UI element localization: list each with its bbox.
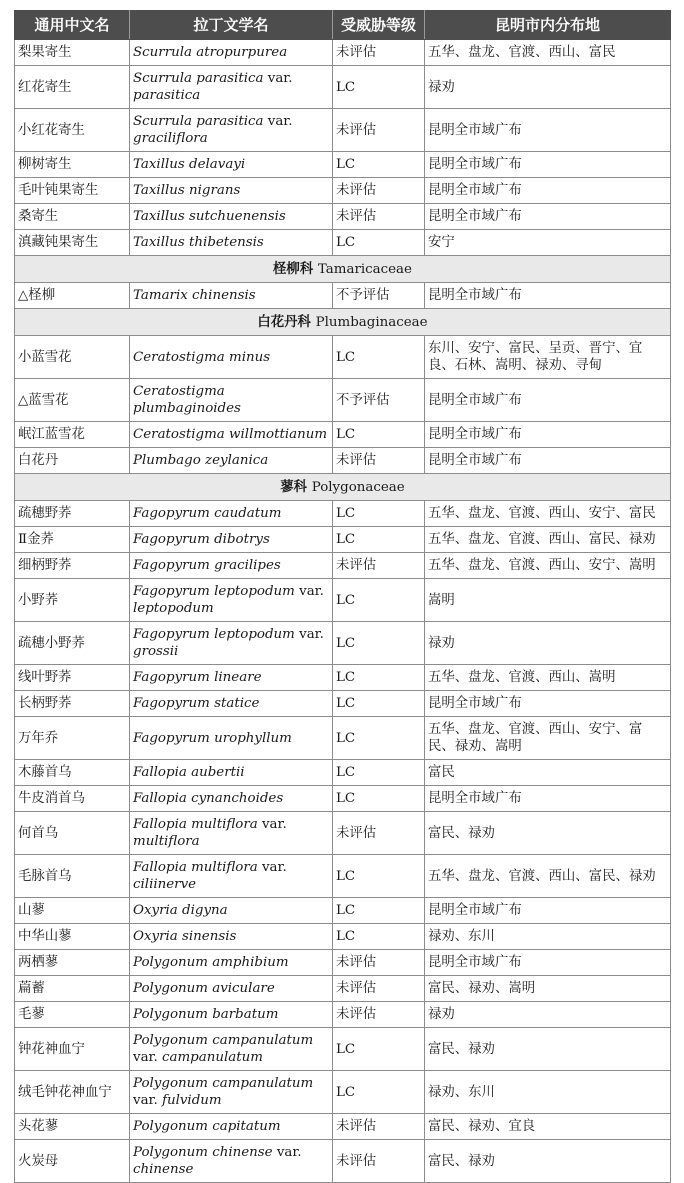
threat-level-cell: 不予评估 [333,283,425,309]
chinese-name-cell: 绒毛钟花神血宁 [15,1071,130,1114]
table-row [15,924,671,950]
table-row [15,553,671,579]
distribution-cell: 五华、盘龙、官渡、西山、安宁、富民、禄劝、嵩明 [425,717,671,760]
latin-name-part: Fallopia cynanchoides [133,791,284,806]
latin-name-cell [130,40,333,66]
latin-name-cell [130,283,333,309]
latin-name-part: Polygonum chinense [133,1145,273,1160]
distribution-cell: 安宁 [425,230,671,256]
latin-name-cell [130,501,333,527]
threat-level-cell: 未评估 [333,812,425,855]
chinese-name-cell: 万年乔 [15,717,130,760]
chinese-name-cell: 岷江蓝雪花 [15,422,130,448]
distribution-cell: 富民、禄劝 [425,812,671,855]
latin-name-cell [130,760,333,786]
family-header-row [15,309,671,336]
threat-level-cell: LC [333,66,425,109]
threat-level-cell: LC [333,1028,425,1071]
latin-name-part: chinense [133,1162,194,1177]
table-body [15,40,671,1183]
chinese-name-cell: 白花丹 [15,448,130,474]
family-name-cell [15,256,671,283]
family-name-cell [15,309,671,336]
distribution-cell: 五华、盘龙、官渡、西山、富民、禄劝 [425,527,671,553]
latin-name-cell [130,178,333,204]
latin-name-part: parasitica [133,88,201,103]
threat-level-cell: LC [333,422,425,448]
latin-name-part: Fagopyrum caudatum [133,506,282,521]
latin-name-part: Fallopia multiflora [133,817,258,832]
latin-name-part: Oxyria digyna [133,903,228,918]
threat-level-cell: LC [333,760,425,786]
table-row [15,40,671,66]
latin-name-part: Ceratostigma minus [133,349,271,365]
latin-name-cell [130,579,333,622]
chinese-name-cell: △蓝雪花 [15,379,130,422]
table-row [15,622,671,665]
latin-name-part: Fagopyrum lineare [133,670,262,685]
latin-name-part: Taxillus thibetensis [133,235,264,250]
chinese-name-cell: 火炭母 [15,1140,130,1183]
chinese-name-cell: 钟花神血宁 [15,1028,130,1071]
latin-name-cell [130,152,333,178]
threat-level-cell: LC [333,786,425,812]
chinese-name-cell: 柳树寄生 [15,152,130,178]
table-row [15,204,671,230]
rank-marker: var. [263,114,293,129]
distribution-cell: 昆明全市域广布 [425,283,671,309]
latin-name-cell [130,717,333,760]
column-header-latin-name: 拉丁文学名 [130,11,333,40]
rank-marker: var. [257,817,287,832]
threat-level-cell: LC [333,152,425,178]
rank-marker: var. [294,584,324,599]
latin-name-cell [130,691,333,717]
latin-name-cell [130,924,333,950]
chinese-name-cell: 毛叶钝果寄生 [15,178,130,204]
table-row [15,379,671,422]
latin-name-cell [130,336,333,379]
threat-level-cell: 未评估 [333,1114,425,1140]
latin-name-part: Plumbago zeylanica [133,453,269,468]
threat-level-cell: LC [333,717,425,760]
threat-level-cell: 未评估 [333,40,425,66]
threat-level-cell: LC [333,230,425,256]
threat-level-cell: LC [333,1071,425,1114]
family-name-latin: Plumbaginaceae [315,314,428,330]
latin-name-cell [130,204,333,230]
distribution-cell: 昆明全市域广布 [425,691,671,717]
table-row [15,336,671,379]
latin-name-cell [130,422,333,448]
column-header-chinese-name: 通用中文名 [15,11,130,40]
threat-level-cell: 未评估 [333,950,425,976]
distribution-cell: 昆明全市域广布 [425,786,671,812]
latin-name-part: ciliinerve [133,877,197,892]
chinese-name-cell: 中华山蓼 [15,924,130,950]
table-row [15,665,671,691]
table-row [15,760,671,786]
threat-level-cell: 未评估 [333,553,425,579]
threat-level-cell: LC [333,622,425,665]
latin-name-cell [130,448,333,474]
latin-name-part: Fallopia multiflora [133,860,258,875]
distribution-cell: 昆明全市域广布 [425,448,671,474]
table-row [15,109,671,152]
distribution-cell: 昆明全市域广布 [425,379,671,422]
distribution-cell: 嵩明 [425,579,671,622]
chinese-name-cell: 毛脉首乌 [15,855,130,898]
table-row [15,152,671,178]
distribution-cell: 五华、盘龙、官渡、西山、嵩明 [425,665,671,691]
latin-name-part: Fallopia aubertii [133,765,245,780]
distribution-cell: 禄劝 [425,622,671,665]
distribution-cell: 五华、盘龙、官渡、西山、富民、禄劝 [425,855,671,898]
family-name-chinese: 蓼科 [280,478,308,495]
threat-level-cell: LC [333,501,425,527]
latin-name-part: Taxillus sutchuenensis [133,209,286,224]
latin-name-part: Fagopyrum leptopodum [133,584,295,599]
chinese-name-cell: 山蓼 [15,898,130,924]
distribution-cell: 富民 [425,760,671,786]
family-header-row [15,256,671,283]
chinese-name-cell: 小红花寄生 [15,109,130,152]
threat-level-cell: 未评估 [333,204,425,230]
latin-name-part: Polygonum barbatum [133,1007,279,1022]
table-row [15,691,671,717]
latin-name-cell [130,622,333,665]
distribution-cell: 昆明全市域广布 [425,109,671,152]
table-row [15,976,671,1002]
latin-name-part: leptopodum [133,601,214,616]
latin-name-part: Polygonum amphibium [133,955,289,970]
latin-name-cell [130,1114,333,1140]
family-name-chinese: 柽柳科 [273,260,314,277]
latin-name-cell [130,812,333,855]
table-row [15,1140,671,1183]
latin-name-cell [130,109,333,152]
rank-marker: var. [294,627,324,642]
table-row [15,448,671,474]
latin-name-cell [130,527,333,553]
rank-marker: var. [133,1050,162,1065]
table-row [15,579,671,622]
table-row [15,1071,671,1114]
latin-name-part: fulvidum [162,1093,222,1108]
species-table [14,10,671,1183]
latin-name-cell [130,66,333,109]
latin-name-part: Fagopyrum urophyllum [133,730,292,746]
latin-name-part: Polygonum campanulatum [133,1033,314,1048]
distribution-cell: 东川、安宁、富民、呈贡、晋宁、宜良、石林、嵩明、禄劝、寻甸 [425,336,671,379]
threat-level-cell: LC [333,691,425,717]
latin-name-part: Polygonum capitatum [133,1119,281,1134]
chinese-name-cell: 滇藏钝果寄生 [15,230,130,256]
threat-level-cell: 未评估 [333,1140,425,1183]
distribution-cell: 五华、盘龙、官渡、西山、富民 [425,40,671,66]
rank-marker: var. [257,860,287,875]
chinese-name-cell: 两栖蓼 [15,950,130,976]
table-row [15,178,671,204]
family-name-chinese: 白花丹科 [257,313,311,330]
table-row [15,283,671,309]
chinese-name-cell: 木藤首乌 [15,760,130,786]
latin-name-part: Ceratostigma plumbaginoides [133,384,241,416]
latin-name-part: multiflora [133,834,200,849]
table-row [15,527,671,553]
family-name-cell [15,474,671,501]
rank-marker: var. [263,71,293,86]
latin-name-part: Oxyria sinensis [133,929,237,944]
latin-name-part: Scurrula parasitica [133,114,264,129]
latin-name-cell [130,976,333,1002]
distribution-cell: 禄劝、东川 [425,924,671,950]
latin-name-cell [130,1071,333,1114]
distribution-cell: 昆明全市域广布 [425,152,671,178]
threat-level-cell: 未评估 [333,1002,425,1028]
threat-level-cell: 未评估 [333,109,425,152]
threat-level-cell: LC [333,855,425,898]
threat-level-cell: LC [333,336,425,379]
latin-name-part: Tamarix chinensis [133,288,256,303]
header-row [15,11,671,40]
chinese-name-cell: 何首乌 [15,812,130,855]
table-row [15,898,671,924]
latin-name-cell [130,855,333,898]
table-row [15,855,671,898]
latin-name-part: Fagopyrum gracilipes [133,558,281,573]
latin-name-part: grossii [133,644,179,659]
latin-name-part: Polygonum aviculare [133,981,275,996]
column-header-distribution: 昆明市内分布地 [425,11,671,40]
chinese-name-cell: 桑寄生 [15,204,130,230]
table-row [15,786,671,812]
latin-name-cell [130,1140,333,1183]
latin-name-part: Taxillus delavayi [133,157,246,172]
latin-name-part: Taxillus nigrans [133,183,241,198]
latin-name-part: Fagopyrum leptopodum [133,627,295,642]
threat-level-cell: 未评估 [333,976,425,1002]
distribution-cell: 五华、盘龙、官渡、西山、安宁、嵩明 [425,553,671,579]
table-row [15,66,671,109]
chinese-name-cell: 梨果寄生 [15,40,130,66]
chinese-name-cell: △柽柳 [15,283,130,309]
latin-name-part: Scurrula parasitica [133,71,264,86]
threat-level-cell: LC [333,527,425,553]
table-row [15,1002,671,1028]
chinese-name-cell: 小野荞 [15,579,130,622]
chinese-name-cell: 长柄野荞 [15,691,130,717]
distribution-cell: 昆明全市域广布 [425,950,671,976]
latin-name-cell [130,786,333,812]
table-row [15,1028,671,1071]
family-name-latin: Polygonaceae [311,479,405,495]
latin-name-part: graciliflora [133,131,208,146]
table-row [15,812,671,855]
column-header-threat-level: 受威胁等级 [333,11,425,40]
threat-level-cell: LC [333,665,425,691]
table-row [15,1114,671,1140]
latin-name-part: Fagopyrum statice [133,696,260,711]
distribution-cell: 昆明全市域广布 [425,422,671,448]
threat-level-cell: 未评估 [333,178,425,204]
latin-name-cell [130,1002,333,1028]
table-row [15,501,671,527]
table-row [15,422,671,448]
latin-name-cell [130,553,333,579]
rank-marker: var. [133,1093,162,1108]
distribution-cell: 昆明全市域广布 [425,898,671,924]
chinese-name-cell: 小蓝雪花 [15,336,130,379]
threat-level-cell: LC [333,898,425,924]
latin-name-cell [130,379,333,422]
latin-name-cell [130,665,333,691]
chinese-name-cell: 疏穗野荞 [15,501,130,527]
latin-name-part: Scurrula atropurpurea [133,45,288,60]
chinese-name-cell: 红花寄生 [15,66,130,109]
distribution-cell: 昆明全市域广布 [425,204,671,230]
table-row [15,717,671,760]
distribution-cell: 禄劝 [425,66,671,109]
threat-level-cell: 不予评估 [333,379,425,422]
chinese-name-cell: 萹蓄 [15,976,130,1002]
latin-name-cell [130,1028,333,1071]
threat-level-cell: LC [333,579,425,622]
rank-marker: var. [272,1145,302,1160]
distribution-cell: 昆明全市域广布 [425,178,671,204]
chinese-name-cell: 细柄野荞 [15,553,130,579]
chinese-name-cell: 毛蓼 [15,1002,130,1028]
latin-name-part: Fagopyrum dibotrys [133,532,270,547]
latin-name-part: Ceratostigma willmottianum [133,427,328,442]
distribution-cell: 禄劝、东川 [425,1071,671,1114]
latin-name-cell [130,950,333,976]
chinese-name-cell: Ⅱ金荞 [15,527,130,553]
distribution-cell: 富民、禄劝 [425,1140,671,1183]
chinese-name-cell: 线叶野荞 [15,665,130,691]
family-name-latin: Tamaricaceae [317,261,412,277]
latin-name-part: campanulatum [162,1050,263,1065]
latin-name-cell [130,230,333,256]
distribution-cell: 富民、禄劝 [425,1028,671,1071]
table-header [15,11,671,40]
family-header-row [15,474,671,501]
threat-level-cell: 未评估 [333,448,425,474]
distribution-cell: 富民、禄劝、宜良 [425,1114,671,1140]
chinese-name-cell: 头花蓼 [15,1114,130,1140]
distribution-cell: 禄劝 [425,1002,671,1028]
latin-name-part: Polygonum campanulatum [133,1076,314,1091]
latin-name-cell [130,898,333,924]
chinese-name-cell: 疏穗小野荞 [15,622,130,665]
chinese-name-cell: 牛皮消首乌 [15,786,130,812]
distribution-cell: 五华、盘龙、官渡、西山、安宁、富民 [425,501,671,527]
threat-level-cell: LC [333,924,425,950]
table-row [15,950,671,976]
table-row [15,230,671,256]
distribution-cell: 富民、禄劝、嵩明 [425,976,671,1002]
